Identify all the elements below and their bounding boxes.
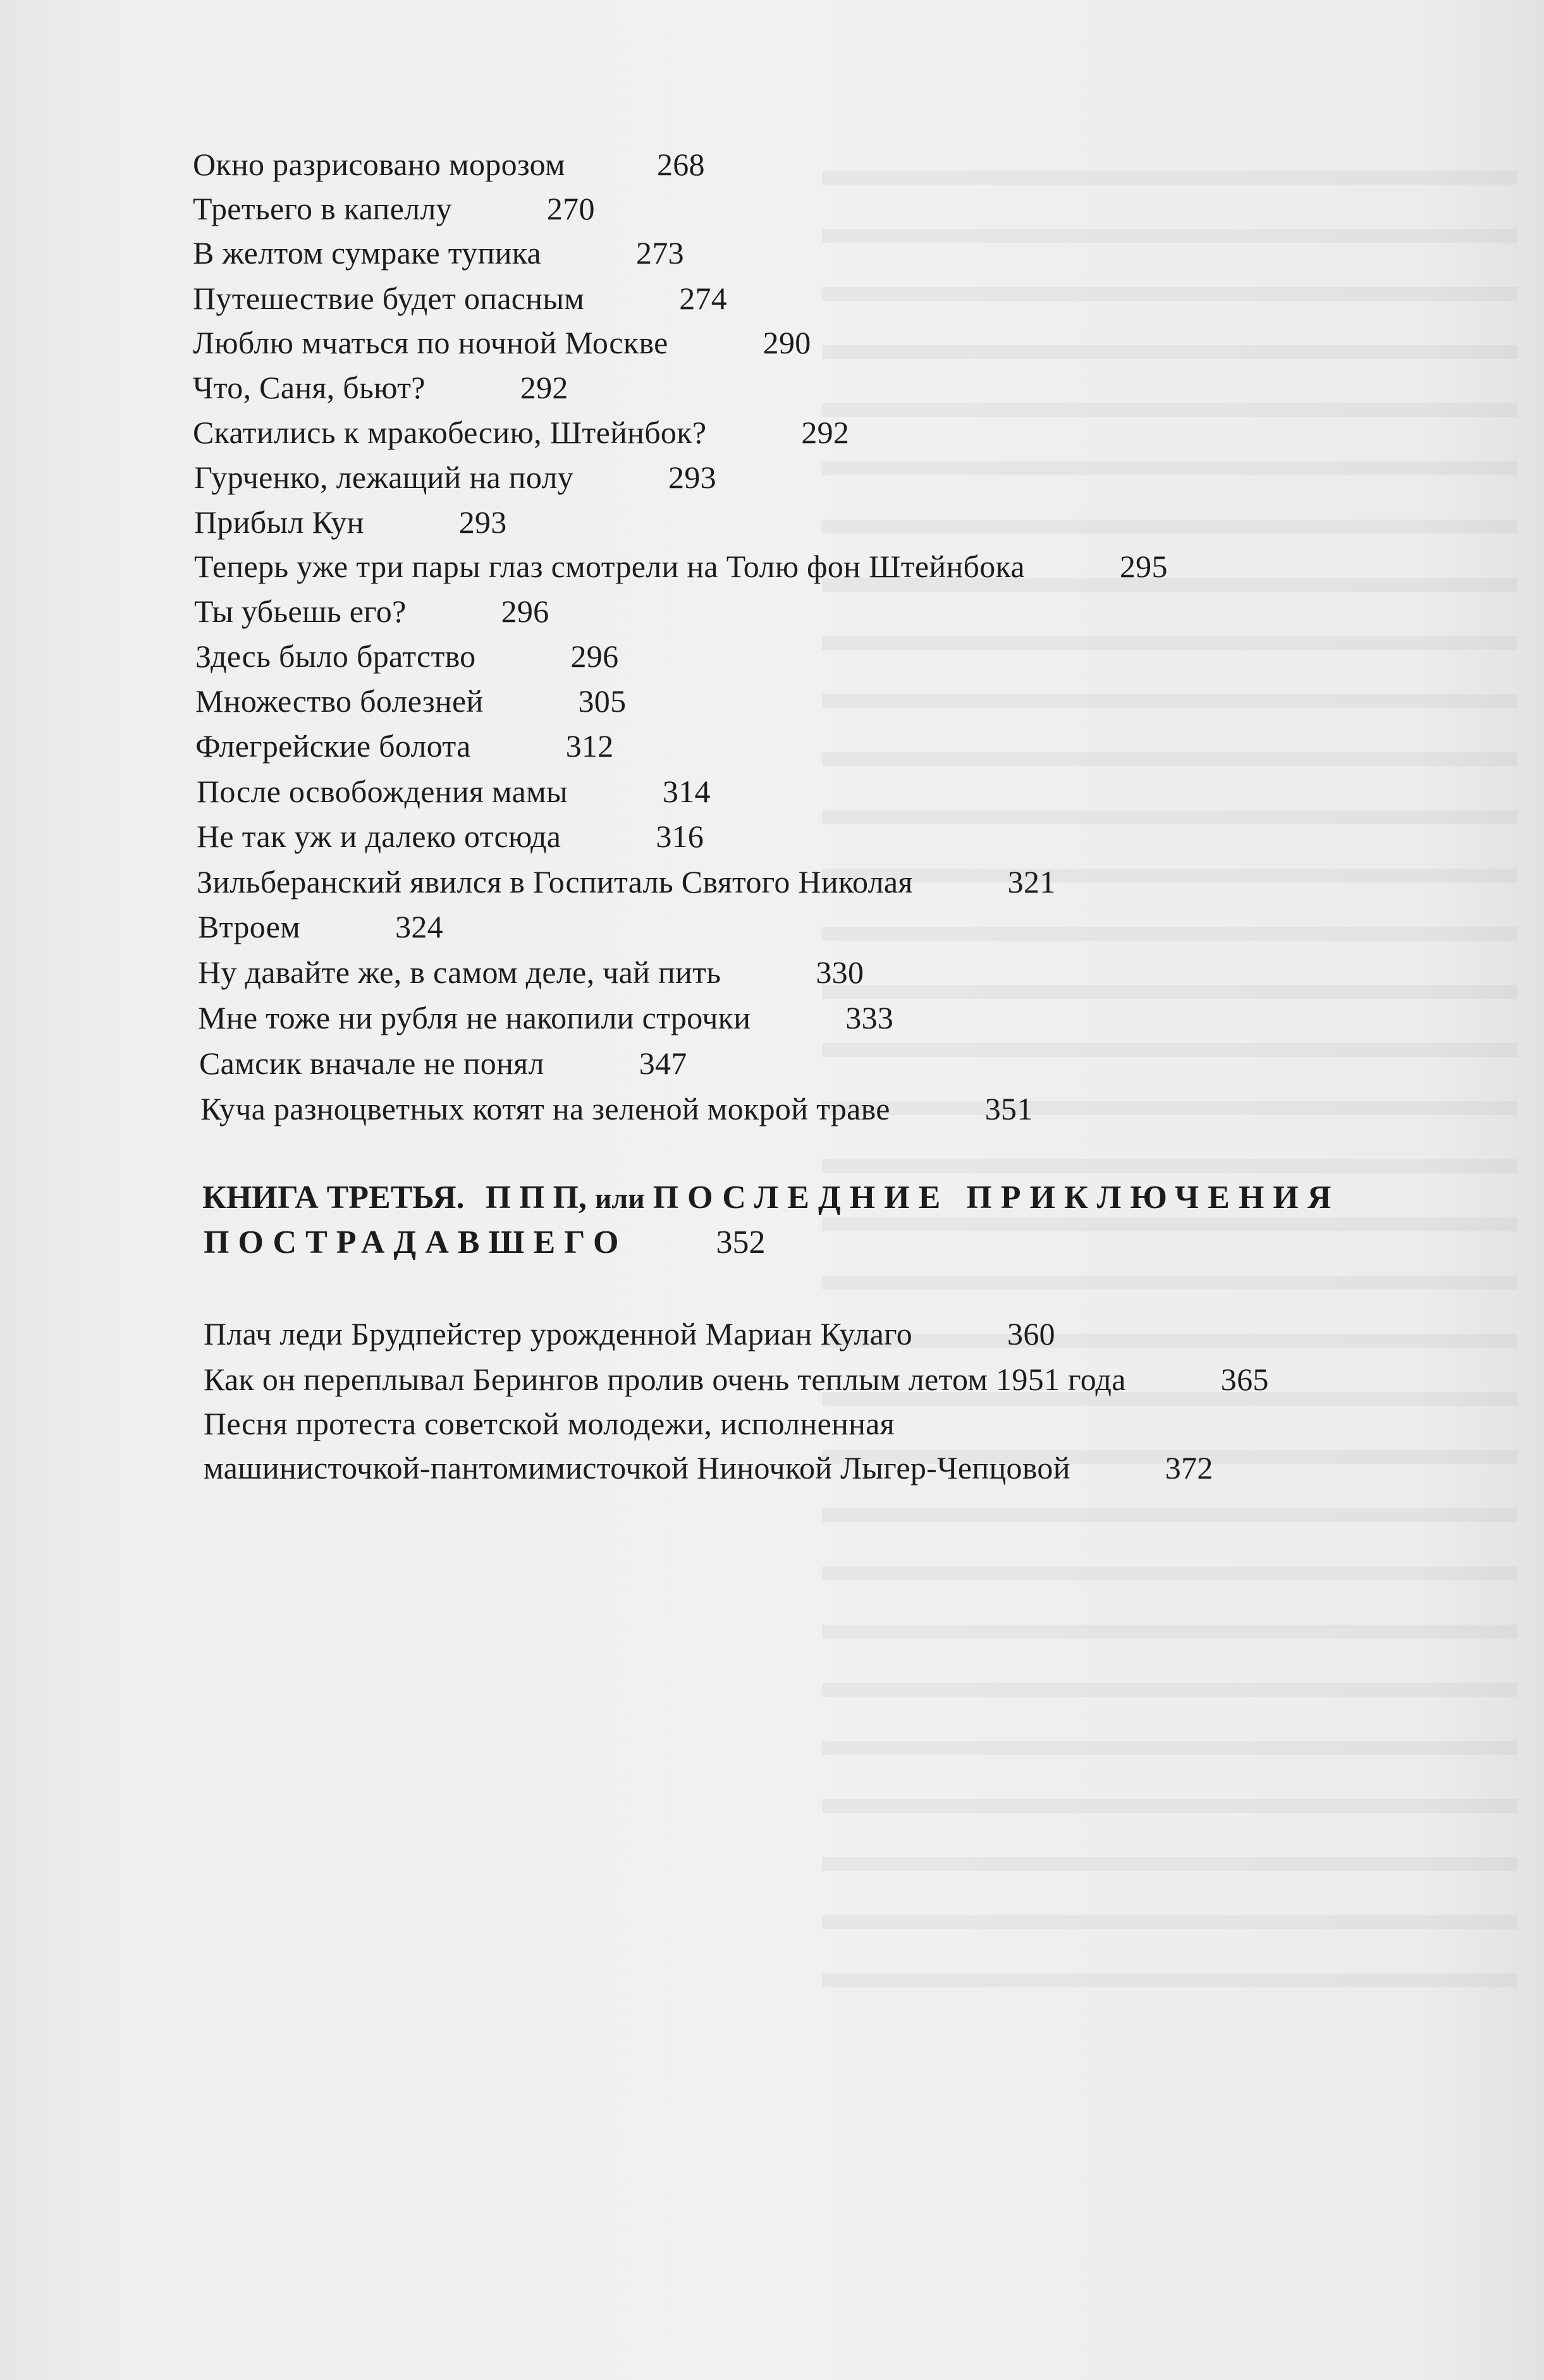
toc-entry-page: 292 — [801, 415, 850, 450]
toc-entry-page: 333 — [845, 1000, 894, 1035]
toc-entry — [193, 369, 568, 406]
toc-entry — [195, 727, 614, 765]
toc-entry — [199, 1044, 687, 1082]
toc-entry-page: 295 — [1119, 549, 1168, 584]
toc-entry-page: 365 — [1220, 1362, 1269, 1397]
toc-entry-title: Куча разноцветных котят на зеленой мокрой траве — [200, 1091, 890, 1126]
toc-entry — [198, 908, 443, 946]
toc-entry-page: 324 — [395, 909, 443, 944]
toc-entry-title: Окно разрисовано морозом — [193, 147, 565, 182]
toc-entry-page: 305 — [578, 683, 627, 719]
toc-entry — [193, 279, 727, 317]
toc-entry — [200, 1090, 1033, 1128]
toc-entry-title: Как он переплывал Берингов пролив очень теплым летом 1951 года — [204, 1362, 1126, 1397]
toc-entry-page: 351 — [984, 1091, 1033, 1126]
book-three-title-line1: ПОСЛЕДНИЕ ПРИКЛЮЧЕНИЯ — [653, 1180, 1340, 1216]
toc-entry-page: 292 — [520, 370, 568, 405]
toc-entry-page: 290 — [763, 325, 811, 360]
toc-entry — [194, 503, 507, 541]
toc-entry-title: В желтом сумраке тупика — [193, 235, 542, 271]
toc-entry-title: Зильберанский явился в Госпиталь Святого Николая — [197, 864, 913, 900]
toc-entry — [198, 953, 864, 991]
toc-entry-title: Скатились к мракобесию, Штейнбок? — [193, 415, 707, 450]
toc-entry-page: 316 — [656, 819, 704, 854]
toc-entry-page: 296 — [570, 638, 619, 674]
toc-entry — [204, 1405, 895, 1443]
toc-entry-title: Множество болезней — [195, 683, 484, 719]
toc-entry — [204, 1449, 1213, 1487]
toc-entry — [194, 458, 716, 496]
toc-entry-title: Третьего в капеллу — [193, 191, 452, 226]
book-three-connector: или — [594, 1182, 645, 1214]
toc-entry-page: 293 — [668, 460, 716, 495]
toc-entry-page: 293 — [458, 504, 507, 540]
toc-entry — [193, 190, 595, 228]
toc-entry — [193, 234, 684, 272]
toc-entry — [198, 999, 893, 1037]
toc-entry-page: 372 — [1165, 1450, 1213, 1486]
toc-entry-title: машинисточкой-пантомимисточкой Ниночкой Лыгер-Чепцовой — [204, 1450, 1070, 1486]
toc-entry — [193, 145, 705, 183]
toc-entry — [193, 324, 811, 362]
toc-entry-page: 312 — [565, 728, 614, 764]
toc-entry-page: 270 — [546, 191, 595, 226]
toc-entry-title: Ты убьешь его? — [194, 594, 407, 629]
toc-entry-title: Самсик вначале не понял — [199, 1046, 544, 1081]
toc-entry-title: Втроем — [198, 909, 301, 944]
toc-entry — [197, 772, 711, 810]
toc-entry-title: Ну давайте же, в самом деле, чай пить — [198, 955, 721, 990]
toc-entry-title: Путешествие будет опасным — [193, 281, 585, 316]
toc-entry — [204, 1315, 1055, 1353]
toc-entry-title: Что, Саня, бьют? — [193, 370, 426, 405]
toc-entry-title: Плач леди Брудпейстер урожденной Мариан Кулаго — [204, 1316, 913, 1352]
toc-entry-page: 330 — [816, 955, 864, 990]
toc-entry-title: Песня протеста советской молодежи, исполненная — [204, 1406, 895, 1441]
toc-entry-page: 274 — [679, 281, 728, 316]
book-three-page: 352 — [716, 1224, 766, 1260]
toc-entry-title: Здесь было братство — [195, 638, 476, 674]
book-three-heading — [202, 1176, 1340, 1221]
toc-entry-title: Гурченко, лежащий на полу — [194, 460, 574, 495]
toc-entry — [197, 863, 1056, 901]
toc-entry-title: Флегрейские болота — [195, 728, 471, 764]
toc-entry — [195, 682, 626, 720]
toc-entry-title: Не так уж и далеко отсюда — [197, 819, 561, 854]
toc-entry — [194, 547, 1168, 585]
toc-entry-title: После освобождения мамы — [197, 774, 568, 809]
toc-entry-page: 314 — [662, 774, 711, 809]
toc-entry-page: 268 — [656, 147, 705, 182]
book-three-title-line2: ПОСТРАДАВШЕГО — [204, 1224, 628, 1260]
toc-entry — [193, 413, 849, 451]
toc-entry-title: Люблю мчаться по ночной Москве — [193, 325, 668, 360]
book-three-heading-line2 — [204, 1221, 765, 1265]
toc-entry — [194, 592, 549, 630]
toc-entry-title: Прибыл Кун — [194, 504, 364, 540]
toc-entry-page: 360 — [1007, 1316, 1055, 1352]
toc-entry — [195, 637, 618, 675]
book-three-label: КНИГА ТРЕТЬЯ. — [202, 1180, 465, 1216]
toc-entry-page: 321 — [1007, 864, 1056, 900]
toc-entry-page: 273 — [636, 235, 684, 271]
toc-entry-title: Теперь уже три пары глаз смотрели на Толю фон Штейнбока — [194, 549, 1025, 584]
toc-entry — [204, 1360, 1269, 1398]
toc-entry-title: Мне тоже ни рубля не накопили строчки — [198, 1000, 751, 1035]
toc-entry-page: 296 — [501, 594, 549, 629]
toc-entry-page: 347 — [639, 1046, 687, 1081]
book-three-abbr: П П П, — [485, 1180, 587, 1216]
toc-entry — [197, 817, 704, 855]
